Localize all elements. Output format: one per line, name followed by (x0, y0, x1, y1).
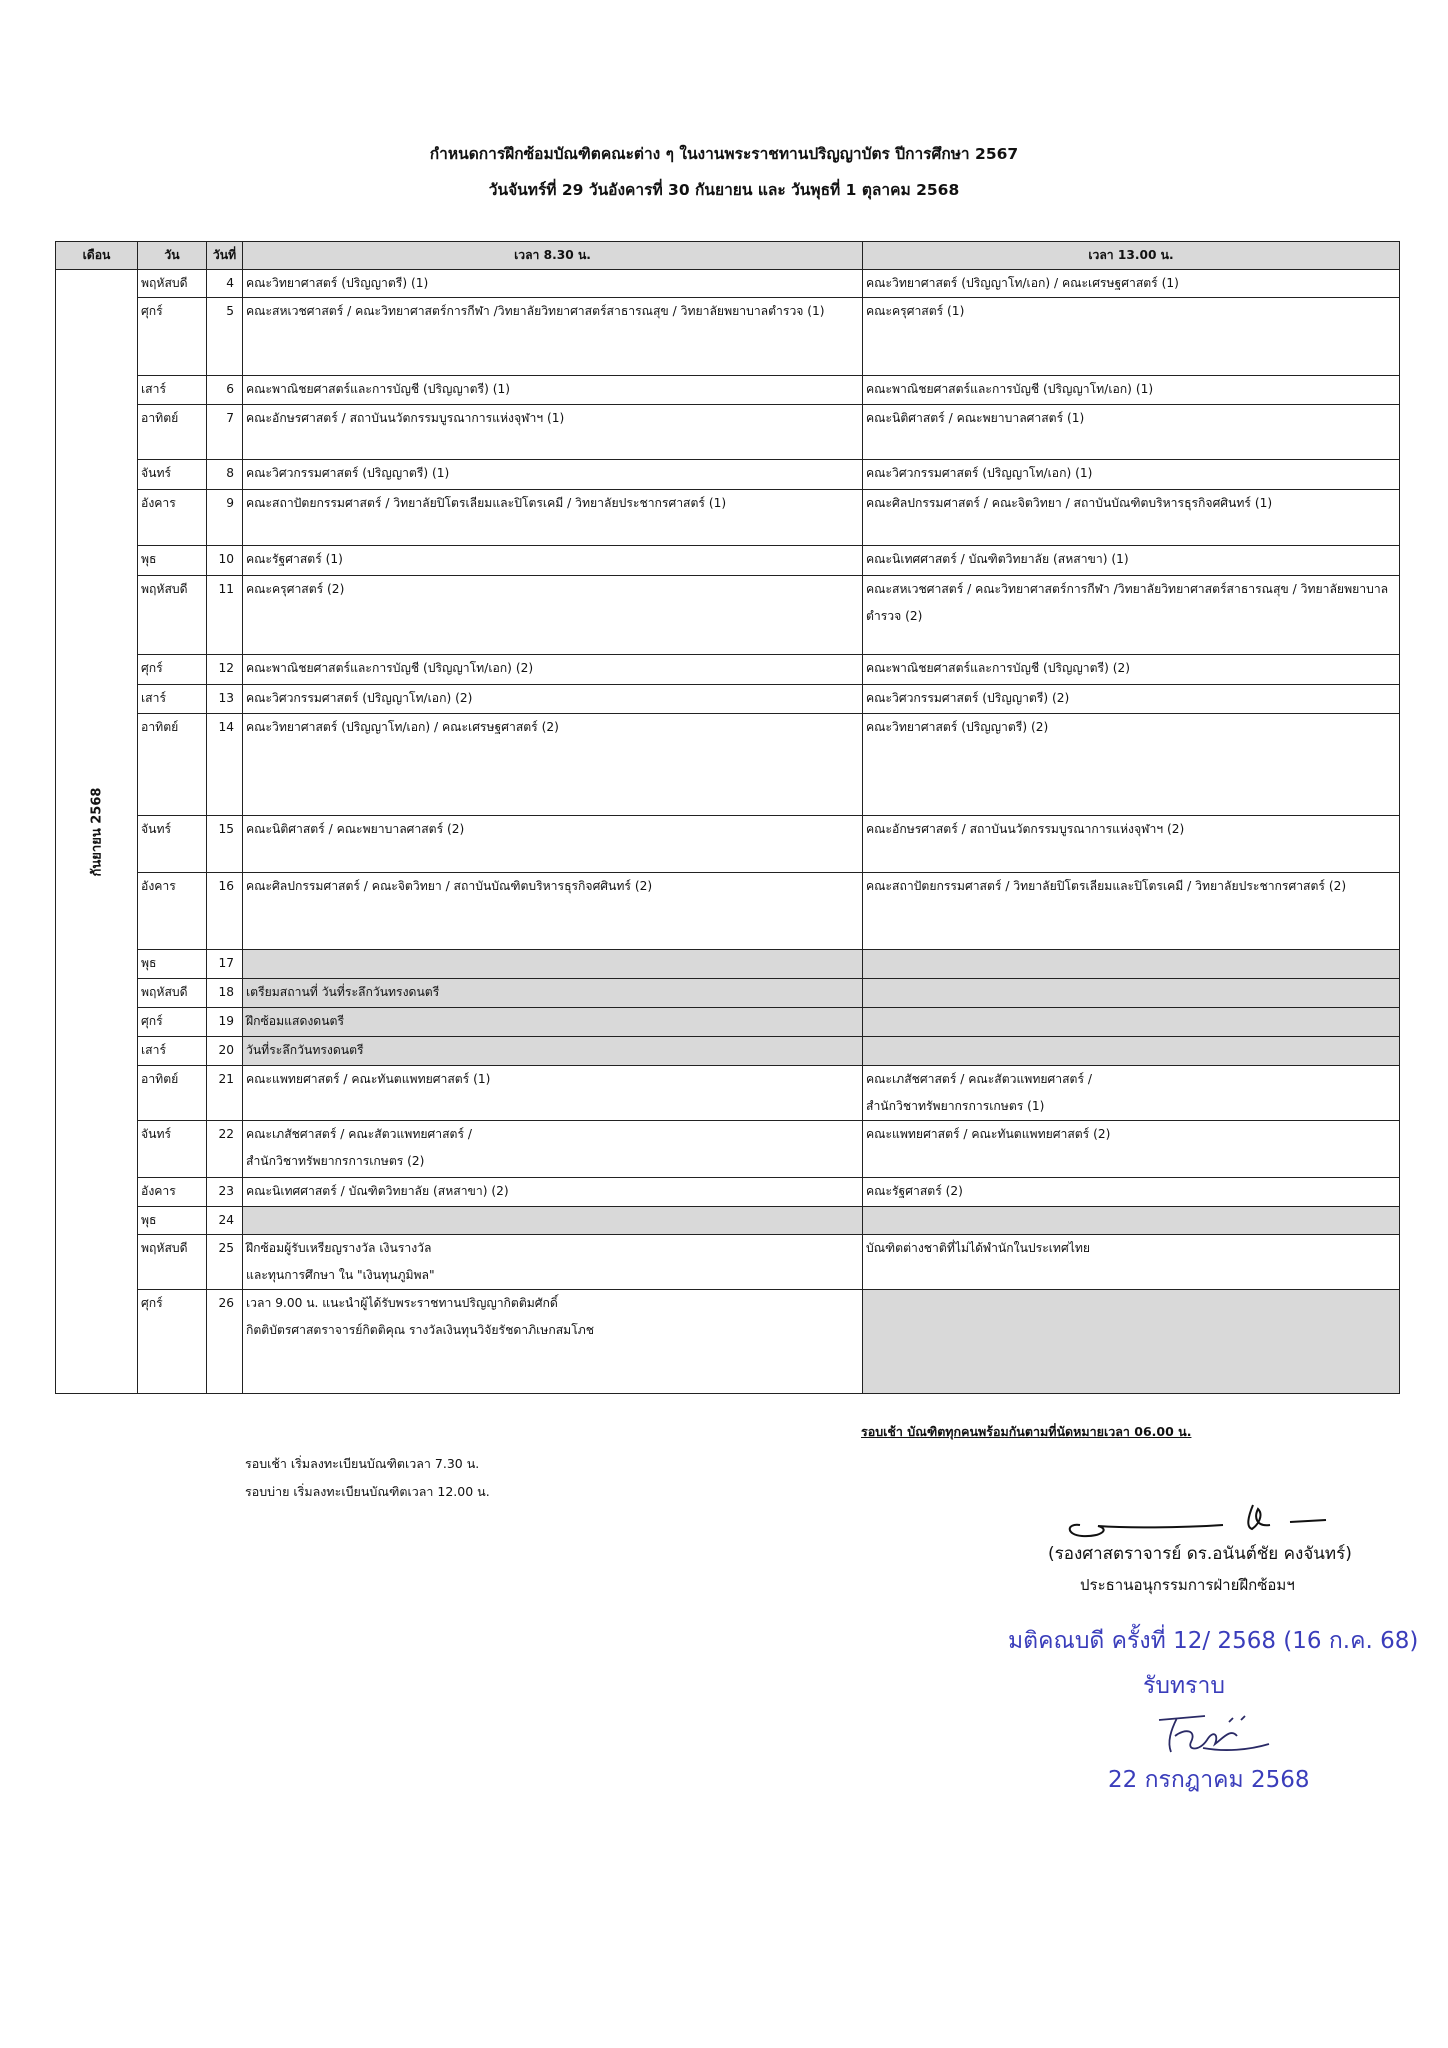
acknowledged-text: รับทราบ (1143, 1673, 1225, 1699)
row-morning: คณะครุศาสตร์ (2) (243, 576, 863, 655)
document-title: กำหนดการฝึกซ้อมบัณฑิตคณะต่าง ๆ ในงานพระราชทานปริญญาบัตร ปีการศึกษา 2567 (429, 145, 1019, 163)
morning-line: และทุนการศึกษา ใน "เงินทุนภูมิพล" (246, 1268, 435, 1282)
row-day: ศุกร์ (138, 655, 207, 685)
month-cell (56, 270, 138, 1394)
row-afternoon: คณะอักษรศาสตร์ / สถาบันนวัตกรรมบูรณาการแห่งจุฬาฯ (2) (863, 816, 1400, 873)
row-afternoon: คณะแพทยศาสตร์ / คณะทันตแพทยศาสตร์ (2) (863, 1121, 1400, 1178)
row-date: 6 (207, 376, 243, 405)
table-row (56, 685, 1400, 714)
row-day: เสาร์ (138, 1037, 207, 1066)
row-day: พฤหัสบดี (138, 270, 207, 298)
table-row (56, 873, 1400, 950)
row-date: 14 (207, 714, 243, 816)
row-morning: คณะแพทยศาสตร์ / คณะทันตแพทยศาสตร์ (1) (243, 1066, 863, 1121)
row-day: อาทิตย์ (138, 405, 207, 460)
row-afternoon (863, 1066, 1400, 1121)
row-date: 4 (207, 270, 243, 298)
morning-gathering-note: รอบเช้า บัณฑิตทุกคนพร้อมกันตามที่นัดหมายเวลา 06.00 น. (861, 1424, 1192, 1439)
row-afternoon (863, 1008, 1400, 1037)
row-morning: คณะอักษรศาสตร์ / สถาบันนวัตกรรมบูรณาการแห่งจุฬาฯ (1) (243, 405, 863, 460)
table-header-row (56, 242, 1400, 270)
table-row (56, 1235, 1400, 1290)
row-afternoon: คณะศิลปกรรมศาสตร์ / คณะจิตวิทยา / สถาบันบัณฑิตบริหารธุรกิจศศินทร์ (1) (863, 490, 1400, 546)
row-afternoon (863, 1037, 1400, 1066)
row-morning: คณะพาณิชยศาสตร์และการบัญชี (ปริญญาโท/เอก) (2) (243, 655, 863, 685)
row-date: 18 (207, 979, 243, 1008)
header-afternoon: เวลา 13.00 น. (863, 242, 1400, 270)
row-morning: เตรียมสถานที่ วันที่ระลึกวันทรงดนตรี (243, 979, 863, 1008)
table-row (56, 1207, 1400, 1235)
table-row (56, 1037, 1400, 1066)
row-afternoon (863, 1290, 1400, 1394)
row-morning: คณะรัฐศาสตร์ (1) (243, 546, 863, 576)
row-morning: คณะสถาปัตยกรรมศาสตร์ / วิทยาลัยปิโตรเลียมและปิโตรเคมี / วิทยาลัยประชากรศาสตร์ (1) (243, 490, 863, 546)
row-day: อาทิตย์ (138, 1066, 207, 1121)
acknowledged-date: 22 กรกฎาคม 2568 (1108, 1767, 1310, 1793)
row-day: พฤหัสบดี (138, 979, 207, 1008)
table-row (56, 1008, 1400, 1037)
row-morning: คณะศิลปกรรมศาสตร์ / คณะจิตวิทยา / สถาบันบัณฑิตบริหารธุรกิจศศินทร์ (2) (243, 873, 863, 950)
row-morning: คณะนิติศาสตร์ / คณะพยาบาลศาสตร์ (2) (243, 816, 863, 873)
row-morning: วันที่ระลึกวันทรงดนตรี (243, 1037, 863, 1066)
row-morning: คณะวิศวกรรมศาสตร์ (ปริญญาโท/เอก) (2) (243, 685, 863, 714)
row-date: 20 (207, 1037, 243, 1066)
row-date: 25 (207, 1235, 243, 1290)
afternoon-line: สำนักวิชาทรัพยากรการเกษตร (1) (866, 1099, 1045, 1113)
table-row (56, 270, 1400, 298)
row-morning: คณะสหเวชศาสตร์ / คณะวิทยาศาสตร์การกีฬา /วิทยาลัยวิทยาศาสตร์สาธารณสุข / วิทยาลัยพยาบาลตำรวจ (1) (243, 298, 863, 376)
schedule-table (55, 241, 1400, 1394)
row-afternoon (863, 950, 1400, 979)
table-row (56, 655, 1400, 685)
month-label: กันยายน 2568 (89, 787, 104, 876)
row-date: 9 (207, 490, 243, 546)
row-date: 16 (207, 873, 243, 950)
row-afternoon: คณะนิติศาสตร์ / คณะพยาบาลศาสตร์ (1) (863, 405, 1400, 460)
row-afternoon: คณะวิทยาศาสตร์ (ปริญญาตรี) (2) (863, 714, 1400, 816)
row-day: เสาร์ (138, 685, 207, 714)
row-morning (243, 950, 863, 979)
row-morning (243, 1290, 863, 1394)
row-day: ศุกร์ (138, 1008, 207, 1037)
table-row (56, 460, 1400, 490)
table-row (56, 979, 1400, 1008)
table-row (56, 546, 1400, 576)
table-row (56, 816, 1400, 873)
row-morning (243, 1207, 863, 1235)
row-date: 15 (207, 816, 243, 873)
document-subtitle: วันจันทร์ที่ 29 วันอังคารที่ 30 กันยายน และ วันพุธที่ 1 ตุลาคม 2568 (488, 181, 960, 199)
row-morning: คณะนิเทศศาสตร์ / บัณฑิตวิทยาลัย (สหสาขา) (2) (243, 1178, 863, 1207)
row-day: พุธ (138, 1207, 207, 1235)
row-day: พฤหัสบดี (138, 1235, 207, 1290)
table-row (56, 1178, 1400, 1207)
row-day: ศุกร์ (138, 1290, 207, 1394)
row-date: 7 (207, 405, 243, 460)
morning-line: คณะเภสัชศาสตร์ / คณะสัตวแพทยศาสตร์ / (246, 1127, 472, 1141)
row-afternoon: คณะครุศาสตร์ (1) (863, 298, 1400, 376)
row-morning: คณะวิทยาศาสตร์ (ปริญญาตรี) (1) (243, 270, 863, 298)
dean-signature (1145, 1708, 1275, 1758)
table-row (56, 376, 1400, 405)
row-morning: คณะวิทยาศาสตร์ (ปริญญาโท/เอก) / คณะเศรษฐศาสตร์ (2) (243, 714, 863, 816)
table-row (56, 1121, 1400, 1178)
table-row (56, 298, 1400, 376)
row-day: จันทร์ (138, 460, 207, 490)
chairman-name: (รองศาสตราจารย์ ดร.อนันต์ชัย คงจันทร์) (1048, 1544, 1352, 1564)
table-row (56, 950, 1400, 979)
row-date: 11 (207, 576, 243, 655)
row-date: 5 (207, 298, 243, 376)
row-date: 26 (207, 1290, 243, 1394)
row-afternoon: คณะสหเวชศาสตร์ / คณะวิทยาศาสตร์การกีฬา /วิทยาลัยวิทยาศาสตร์สาธารณสุข / วิทยาลัยพยาบาลตำรวจ (2) (863, 576, 1400, 655)
row-date: 12 (207, 655, 243, 685)
row-day: อาทิตย์ (138, 714, 207, 816)
row-afternoon: คณะสถาปัตยกรรมศาสตร์ / วิทยาลัยปิโตรเลียมและปิโตรเคมี / วิทยาลัยประชากรศาสตร์ (2) (863, 873, 1400, 950)
row-afternoon: คณะพาณิชยศาสตร์และการบัญชี (ปริญญาโท/เอก) (1) (863, 376, 1400, 405)
council-resolution-note: มติคณบดี ครั้งที่ 12/ 2568 (16 ก.ค. 68) (1008, 1628, 1419, 1654)
header-month: เดือน (56, 242, 138, 270)
morning-line: ฝึกซ้อมผู้รับเหรียญรางวัล เงินรางวัล (246, 1241, 432, 1255)
row-day: เสาร์ (138, 376, 207, 405)
morning-line: สำนักวิชาทรัพยากรการเกษตร (2) (246, 1154, 425, 1168)
row-morning: ฝึกซ้อมแสดงดนตรี (243, 1008, 863, 1037)
morning-registration-note: รอบเช้า เริ่มลงทะเบียนบัณฑิตเวลา 7.30 น. (245, 1456, 480, 1471)
row-date: 13 (207, 685, 243, 714)
table-row (56, 490, 1400, 546)
table-row (56, 714, 1400, 816)
row-morning: คณะพาณิชยศาสตร์และการบัญชี (ปริญญาตรี) (1) (243, 376, 863, 405)
row-morning: คณะวิศวกรรมศาสตร์ (ปริญญาตรี) (1) (243, 460, 863, 490)
morning-line: กิตติบัตรศาสตราจารย์กิตติคุณ รางวัลเงินทุนวิจัยรัชดาภิเษกสมโภช (246, 1323, 595, 1337)
row-day: พฤหัสบดี (138, 576, 207, 655)
row-morning (243, 1235, 863, 1290)
morning-line: เวลา 9.00 น. แนะนำผู้ได้รับพระราชทานปริญญากิตติมศักดิ์ (246, 1296, 558, 1310)
row-date: 19 (207, 1008, 243, 1037)
row-date: 23 (207, 1178, 243, 1207)
chairman-signature (1058, 1495, 1333, 1545)
table-row (56, 405, 1400, 460)
row-date: 22 (207, 1121, 243, 1178)
table-row (56, 576, 1400, 655)
row-date: 10 (207, 546, 243, 576)
row-date: 24 (207, 1207, 243, 1235)
table-row (56, 1290, 1400, 1394)
row-afternoon: คณะนิเทศศาสตร์ / บัณฑิตวิทยาลัย (สหสาขา) (1) (863, 546, 1400, 576)
row-day: ศุกร์ (138, 298, 207, 376)
row-morning (243, 1121, 863, 1178)
row-day: อังคาร (138, 873, 207, 950)
row-date: 21 (207, 1066, 243, 1121)
header-date: วันที่ (207, 242, 243, 270)
chairman-position: ประธานอนุกรรมการฝ่ายฝึกซ้อมฯ (1080, 1576, 1295, 1594)
row-afternoon: คณะวิศวกรรมศาสตร์ (ปริญญาตรี) (2) (863, 685, 1400, 714)
row-day: จันทร์ (138, 1121, 207, 1178)
row-day: จันทร์ (138, 816, 207, 873)
table-row (56, 1066, 1400, 1121)
row-afternoon: คณะวิทยาศาสตร์ (ปริญญาโท/เอก) / คณะเศรษฐศาสตร์ (1) (863, 270, 1400, 298)
afternoon-registration-note: รอบบ่าย เริ่มลงทะเบียนบัณฑิตเวลา 12.00 น. (245, 1484, 490, 1499)
row-afternoon: คณะพาณิชยศาสตร์และการบัญชี (ปริญญาตรี) (2) (863, 655, 1400, 685)
header-morning: เวลา 8.30 น. (243, 242, 863, 270)
row-afternoon (863, 979, 1400, 1008)
row-afternoon (863, 1207, 1400, 1235)
row-day: พุธ (138, 950, 207, 979)
afternoon-line: คณะเภสัชศาสตร์ / คณะสัตวแพทยศาสตร์ / (866, 1072, 1092, 1086)
row-day: อังคาร (138, 490, 207, 546)
row-day: พุธ (138, 546, 207, 576)
row-day: อังคาร (138, 1178, 207, 1207)
row-afternoon: บัณฑิตต่างชาติที่ไม่ได้พำนักในประเทศไทย (863, 1235, 1400, 1290)
row-date: 17 (207, 950, 243, 979)
header-day: วัน (138, 242, 207, 270)
row-afternoon: คณะวิศวกรรมศาสตร์ (ปริญญาโท/เอก) (1) (863, 460, 1400, 490)
row-date: 8 (207, 460, 243, 490)
row-afternoon: คณะรัฐศาสตร์ (2) (863, 1178, 1400, 1207)
